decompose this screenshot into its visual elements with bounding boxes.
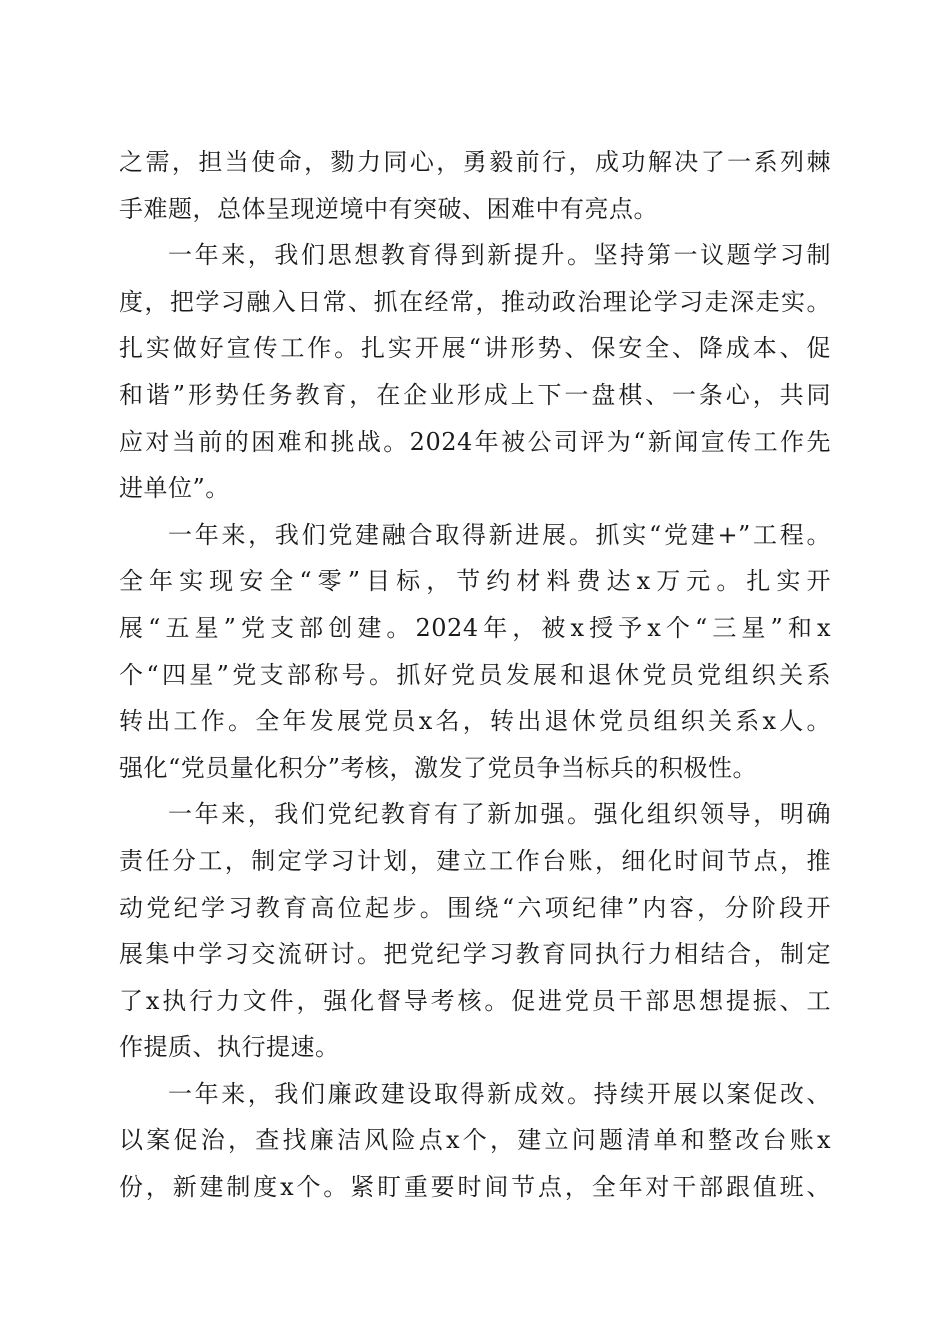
paragraph-line: 一年来，我们思想教育得到新提升。坚持第一议题学习制 — [168, 241, 831, 270]
paragraph-line: 展“五星”党支部创建。2024年，被x授予x个“三星”和x — [119, 613, 831, 642]
paragraph-line: 个“四星”党支部称号。抓好党员发展和退休党员党组织关系 — [119, 660, 831, 689]
paragraph-line: 动党纪学习教育高位起步。围绕“六项纪律”内容，分阶段开 — [119, 893, 831, 922]
paragraph-line: 份，新建制度x个。紧盯重要时间节点，全年对干部跟值班、 — [119, 1173, 831, 1202]
paragraph-line: 作提质、执行提速。 — [119, 1033, 340, 1062]
document-body — [119, 139, 831, 1211]
paragraph-line: 一年来，我们党建融合取得新进展。抓实“党建+”工程。 — [168, 520, 831, 549]
paragraph-line: 手难题，总体呈现逆境中有突破、困难中有亮点。 — [119, 194, 658, 223]
paragraph-line: 扎实做好宣传工作。扎实开展“讲形势、保安全、降成本、促 — [119, 334, 831, 363]
paragraph-line: 度，把学习融入日常、抓在经常，推动政治理论学习走深走实。 — [119, 287, 831, 316]
paragraph-line: 强化“党员量化积分”考核，激发了党员争当标兵的积极性。 — [119, 753, 758, 782]
paragraph-line: 和谐”形势任务教育，在企业形成上下一盘棋、一条心，共同 — [119, 380, 831, 409]
paragraph-line: 一年来，我们廉政建设取得新成效。持续开展以案促改、 — [168, 1079, 831, 1108]
paragraph-line: 一年来，我们党纪教育有了新加强。强化组织领导，明确 — [168, 800, 831, 829]
paragraph-line: 进单位”。 — [119, 474, 230, 503]
paragraph-line: 转出工作。全年发展党员x名，转出退休党员组织关系x人。 — [119, 707, 831, 736]
paragraph-line: 展集中学习交流研讨。把党纪学习教育同执行力相结合，制定 — [119, 940, 831, 969]
paragraph-line: 责任分工，制定学习计划，建立工作台账，细化时间节点，推 — [119, 846, 831, 875]
paragraph-line: 应对当前的困难和挑战。2024年被公司评为“新闻宣传工作先 — [119, 427, 831, 456]
paragraph-line: 以案促治，查找廉洁风险点x个，建立问题清单和整改台账x — [119, 1126, 831, 1155]
paragraph-line: 全年实现安全“零”目标，节约材料费达x万元。扎实开 — [119, 567, 831, 596]
paragraph-line: 之需，担当使命，勠力同心，勇毅前行，成功解决了一系列棘 — [119, 148, 831, 176]
paragraph-line: 了x执行力文件，强化督导考核。促进党员干部思想提振、工 — [119, 986, 831, 1015]
